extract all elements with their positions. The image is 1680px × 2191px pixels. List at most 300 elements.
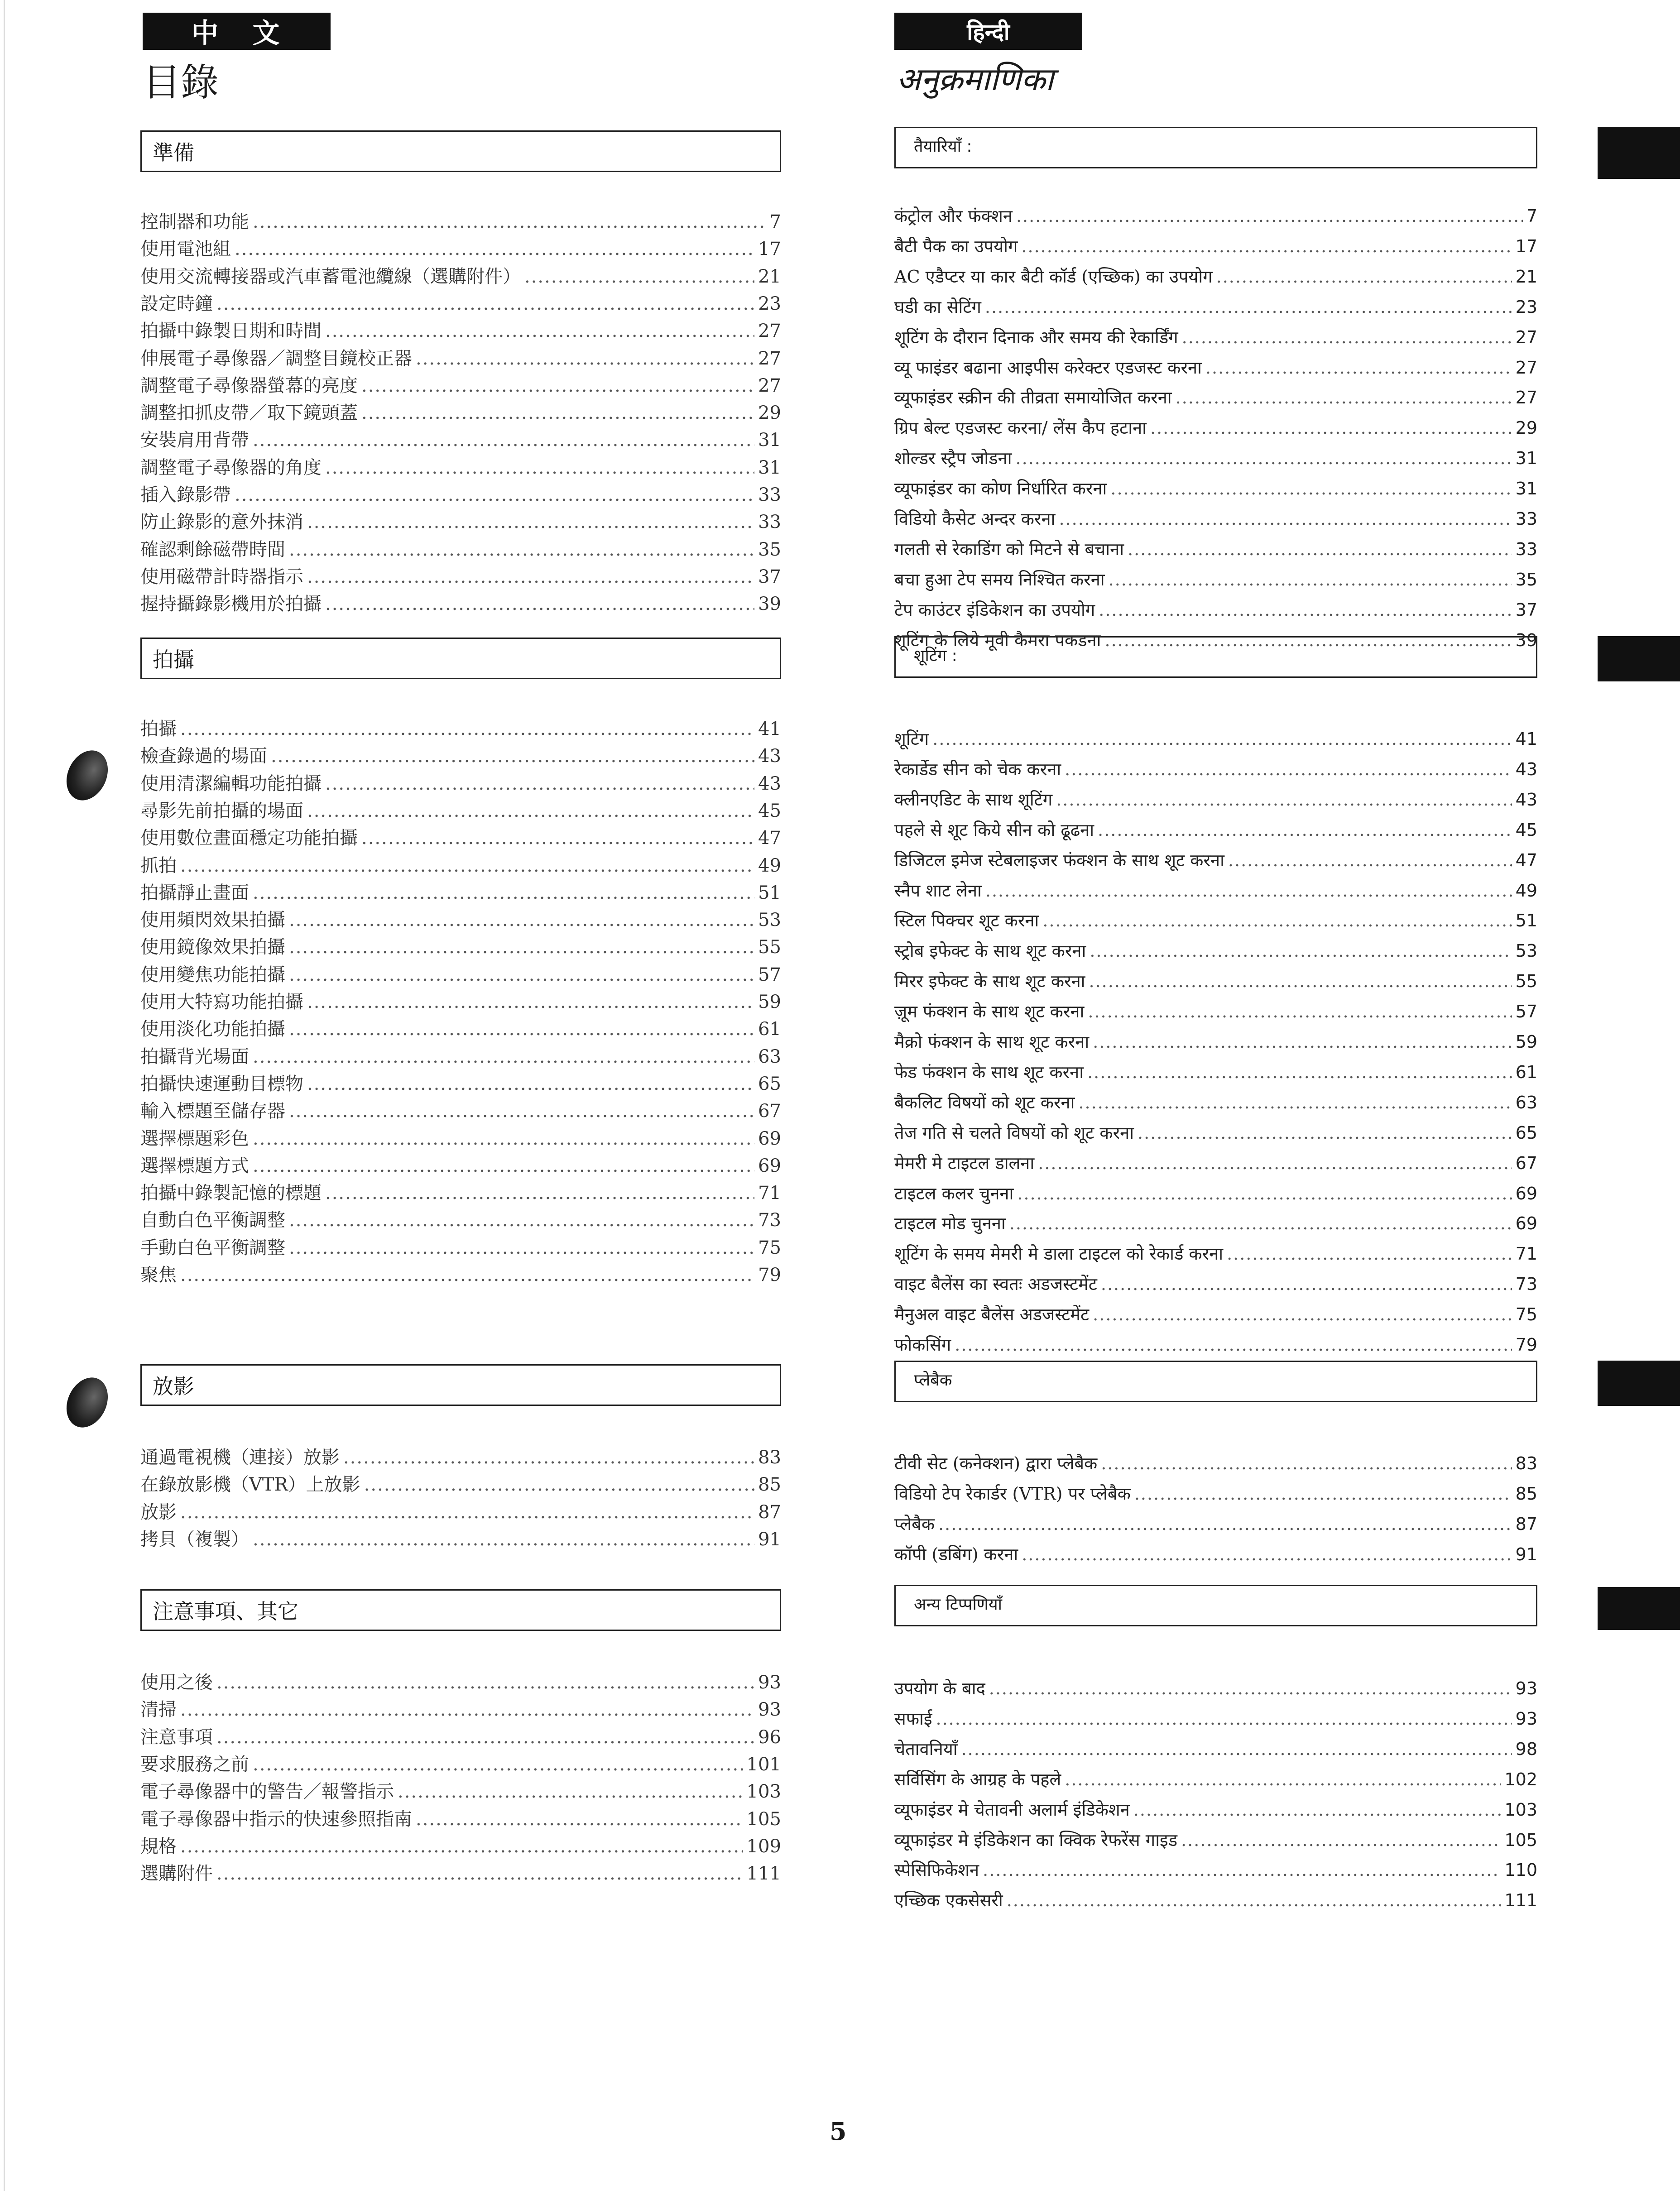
dot-leader [1227, 1244, 1512, 1264]
toc-entry-label: बैकलिट विषयों को शूट करना [894, 1092, 1075, 1112]
section-heading: प्लेबैक [894, 1361, 1537, 1402]
toc-entry-label: ग्रिप बेल्ट एडजस्ट करना/ लेंस कैप हटाना [894, 418, 1147, 438]
toc-entry-page: 69 [758, 1128, 781, 1149]
toc-entry-page: 39 [758, 594, 781, 615]
toc-entry-page: 31 [758, 457, 781, 478]
toc-entry [140, 1470, 781, 1496]
toc-entry-label: तेज गति से चलते विषयों को शूट करना [894, 1122, 1134, 1143]
dot-leader [253, 430, 754, 451]
dot-leader [253, 1128, 754, 1149]
toc-entry-label: शूटिंग के दौरान दिनाक और समय की रेकार्डिंग [894, 327, 1178, 347]
toc-entry [894, 1676, 1537, 1700]
toc-entry [140, 1498, 781, 1524]
toc-entry-page: 33 [1515, 509, 1537, 529]
toc-entry-label: 自動白色平衡調整 [140, 1210, 285, 1231]
toc-entry-page: 41 [758, 719, 781, 739]
toc-entry [140, 1443, 781, 1469]
toc-entry [140, 1777, 781, 1803]
toc-entry-page: 102 [1504, 1769, 1537, 1789]
toc-entry-label: मेमरी मे टाइटल डालना [894, 1153, 1035, 1173]
toc-entry-label: गलती से रेकाडिंग को मिटने से बचाना [894, 539, 1124, 559]
toc-entry-label: उपयोग के बाद [894, 1678, 985, 1698]
toc-entry [140, 590, 781, 615]
toc-entry [894, 727, 1537, 750]
toc-entry-page: 59 [1515, 1032, 1537, 1052]
dot-leader [216, 293, 754, 314]
dot-leader [989, 1678, 1512, 1698]
dot-leader [955, 1335, 1512, 1355]
toc-entry-label: 握持攝錄影機用於拍攝 [140, 594, 322, 615]
dot-leader [307, 1074, 754, 1094]
toc-entry-label: प्लेबैक [894, 1514, 935, 1534]
toc-entry-label: 設定時鐘 [140, 293, 213, 314]
toc-entry-label: 安裝肩用背帶 [140, 430, 249, 451]
toc-entry [894, 1767, 1537, 1791]
toc-entry [140, 1042, 781, 1068]
toc-entry-page: 33 [758, 512, 781, 533]
toc-entry-page: 53 [758, 910, 781, 931]
chinese-language-tab: 中文 [143, 13, 331, 50]
toc-entry-page: 98 [1515, 1739, 1537, 1759]
dot-leader [1016, 448, 1512, 468]
toc-entry [140, 562, 781, 588]
toc-entry [894, 1242, 1537, 1265]
toc-entry-page: 91 [1515, 1544, 1537, 1564]
toc-entry [140, 1179, 781, 1204]
dot-leader [289, 937, 754, 958]
dot-leader [1022, 1544, 1512, 1564]
toc-entry-page: 43 [758, 746, 781, 767]
toc-entry [894, 1121, 1537, 1144]
dot-leader [235, 484, 754, 505]
toc-entry [140, 960, 781, 986]
toc-entry-page: 105 [746, 1808, 781, 1830]
toc-entry-label: टाइटल कलर चुनना [894, 1183, 1014, 1203]
toc-entry [140, 1233, 781, 1259]
dot-leader [1134, 1484, 1512, 1504]
toc-entry [140, 344, 781, 370]
toc-entry-label: मिरर इफेक्ट के साथ शूट करना [894, 971, 1085, 992]
toc-entry [140, 878, 781, 904]
toc-entry-label: टेप काउंटर इंडिकेशन का उपयोग [894, 599, 1095, 620]
section-tab-preparation [1598, 127, 1680, 179]
dot-leader [216, 1727, 754, 1748]
toc-entry-page: 47 [758, 828, 781, 849]
dot-leader [325, 457, 754, 478]
toc-entry [140, 371, 781, 397]
toc-entry-page: 87 [1515, 1514, 1537, 1534]
dot-leader [325, 1183, 754, 1203]
toc-entry-page: 35 [758, 539, 781, 560]
toc-entry-label: 拍攝快速運動目標物 [140, 1073, 303, 1094]
toc-entry [140, 1832, 781, 1858]
toc-entry-page: 49 [758, 855, 781, 876]
toc-entry [140, 851, 781, 877]
toc-entry [140, 398, 781, 424]
toc-entry-page: 21 [758, 266, 781, 287]
dot-leader [1133, 1800, 1501, 1820]
toc-entry-page: 57 [1515, 1002, 1537, 1022]
toc-entry [140, 1124, 781, 1150]
dot-leader [216, 1672, 754, 1693]
toc-entry-page: 37 [1515, 599, 1537, 620]
toc-entry-label: 拍攝背光場面 [140, 1046, 249, 1067]
toc-entry-page: 85 [758, 1474, 781, 1496]
toc-entry-page: 43 [758, 773, 781, 794]
dot-leader [1216, 267, 1512, 287]
toc-entry-page: 49 [1515, 880, 1537, 901]
toc-entry-page: 93 [758, 1699, 781, 1721]
dot-leader [1056, 790, 1512, 810]
toc-entry-label: बचा हुआ टेप समय निश्चित करना [894, 569, 1105, 590]
toc-entry-label: 檢查錄過的場面 [140, 746, 267, 767]
toc-entry [140, 289, 781, 315]
toc-entry-label: 使用淡化功能拍攝 [140, 1019, 285, 1040]
toc-entry-label: रेकार्डेड सीन को चेक करना [894, 759, 1061, 779]
toc-entry-label: 防止錄影的意外抹消 [140, 512, 303, 533]
toc-entry-page: 55 [1515, 971, 1537, 992]
dot-leader [289, 1101, 754, 1122]
toc-entry [894, 1542, 1537, 1566]
toc-entry [894, 1858, 1537, 1881]
toc-entry-label: 手動白色平衡調整 [140, 1237, 285, 1258]
toc-entry-label: 使用磁帶計時器指示 [140, 566, 303, 587]
toc-entry-label: 伸展電子尋像器／調整目鏡校正器 [140, 348, 412, 369]
dot-leader [253, 1155, 754, 1176]
toc-entry-page: 51 [1515, 911, 1537, 931]
section-tab-playback [1598, 1361, 1680, 1406]
hindi-language-tab: हिन्दी [894, 13, 1082, 50]
toc-entry [894, 1302, 1537, 1326]
toc-entry [140, 480, 781, 506]
dot-leader [361, 828, 754, 849]
dot-leader [1017, 1184, 1512, 1203]
section-tab-shooting [1598, 636, 1680, 681]
toc-entry [140, 796, 781, 822]
toc-entry-label: 使用清潔編輯功能拍攝 [140, 773, 322, 794]
toc-entry [140, 1015, 781, 1040]
toc-entry-label: 注意事項 [140, 1726, 213, 1748]
toc-entry-page: 59 [758, 992, 781, 1012]
dot-leader [361, 403, 754, 423]
toc-entry-label: 使用頻閃效果拍攝 [140, 910, 285, 931]
toc-entry-label: फोकसिंग [894, 1335, 951, 1355]
toc-entry-page: 17 [1515, 236, 1537, 256]
toc-entry-page: 55 [758, 937, 781, 958]
toc-entry-label: 電子尋像器中的警告／報警指示 [140, 1781, 394, 1803]
toc-entry-label: व्यूफाइंडर स्क्रीन की तीव्रता समायोजित करना [894, 388, 1172, 408]
toc-entry [140, 1151, 781, 1177]
dot-leader [1093, 1304, 1512, 1324]
dot-leader [271, 746, 754, 767]
toc-entry-label: व्यूफाइंडर मे चेतावनी अलार्म इंडिकेशन [894, 1799, 1130, 1820]
toc-entry-page: 69 [1515, 1183, 1537, 1203]
toc-entry [894, 1272, 1537, 1295]
toc-entry [894, 1707, 1537, 1730]
dot-leader [216, 1863, 743, 1884]
toc-entry [894, 567, 1537, 591]
toc-entry-page: 47 [1515, 850, 1537, 870]
dot-leader [1182, 327, 1512, 347]
toc-entry-page: 29 [1515, 418, 1537, 438]
toc-entry-label: 確認剩餘磁帶時間 [140, 539, 285, 560]
toc-entry [140, 316, 781, 342]
toc-entry [894, 1512, 1537, 1535]
toc-entry [894, 1211, 1537, 1235]
toc-entry-label: स्पेसिफिकेशन [894, 1860, 979, 1880]
toc-entry [894, 1737, 1537, 1760]
toc-entry [140, 714, 781, 740]
toc-entry-page: 27 [1515, 388, 1537, 408]
dot-leader [180, 1836, 743, 1857]
toc-entry-label: विडियो कैसेट अन्दर करना [894, 509, 1056, 529]
toc-entry-page: 43 [1515, 759, 1537, 779]
toc-entry-label: 使用數位畫面穩定功能拍攝 [140, 828, 358, 849]
toc-entry-page: 87 [758, 1501, 781, 1523]
scan-edge-line [4, 0, 5, 2191]
toc-entry-page: 73 [758, 1210, 781, 1231]
dot-leader [938, 1514, 1512, 1534]
toc-entry [894, 1451, 1537, 1475]
dot-leader [1059, 509, 1512, 529]
toc-entry-label: शोल्डर स्ट्रैप जोडना [894, 448, 1012, 469]
toc-entry-page: 69 [1515, 1213, 1537, 1234]
dot-leader [180, 719, 754, 739]
dot-leader [343, 1447, 754, 1468]
toc-entry-page: 45 [758, 800, 781, 821]
section-heading: 拍攝 [140, 638, 781, 679]
toc-entry-label: व्यूफाइंडर मे इंडिकेशन का क्विक रेफरेंस गाइड [894, 1830, 1178, 1850]
toc-entry [894, 325, 1537, 349]
toc-entry [894, 1333, 1537, 1356]
toc-entry-label: मैक्रो फंक्शन के साथ शूट करना [894, 1032, 1090, 1052]
toc-entry [894, 598, 1537, 621]
dot-leader [1038, 1153, 1512, 1173]
toc-entry-label: 選購附件 [140, 1863, 213, 1884]
dot-leader [1078, 1093, 1512, 1112]
dot-leader [1042, 911, 1512, 930]
dot-leader [253, 1754, 743, 1775]
toc-entry [140, 988, 781, 1013]
toc-entry [894, 908, 1537, 932]
dot-leader [180, 855, 754, 876]
dot-leader [1007, 1890, 1501, 1910]
toc-entry-page: 67 [1515, 1153, 1537, 1173]
toc-entry [894, 878, 1537, 902]
toc-entry-page: 27 [758, 375, 781, 396]
toc-entry [894, 355, 1537, 379]
dot-leader [1128, 539, 1512, 559]
toc-entry [140, 1097, 781, 1122]
toc-entry [894, 818, 1537, 841]
toc-entry-page: 21 [1515, 266, 1537, 287]
dot-leader [1090, 941, 1512, 961]
dot-leader [1093, 1032, 1512, 1052]
toc-entry-page: 93 [1515, 1678, 1537, 1698]
toc-entry [140, 1695, 781, 1721]
dot-leader [1009, 1213, 1512, 1233]
toc-entry [140, 535, 781, 561]
chinese-toc-title: 目錄 [143, 60, 219, 105]
toc-entry [894, 507, 1537, 530]
toc-entry-page: 101 [746, 1754, 781, 1775]
dot-leader [1021, 236, 1512, 256]
toc-entry-page: 71 [1515, 1244, 1537, 1264]
toc-entry-page: 61 [758, 1019, 781, 1040]
section-tab-others [1598, 1587, 1680, 1630]
toc-entry-page: 103 [746, 1781, 781, 1803]
dot-leader [364, 1474, 754, 1495]
dot-leader [1099, 600, 1512, 620]
toc-entry-label: 拷貝（複製） [140, 1529, 249, 1550]
toc-entry [894, 999, 1537, 1023]
toc-entry-page: 103 [1504, 1799, 1537, 1820]
toc-entry [894, 1888, 1537, 1912]
toc-entry-label: विडियो टेप रेकार्डर (VTR) पर प्लेबैक [894, 1483, 1131, 1504]
dot-leader [524, 266, 754, 287]
toc-entry-page: 33 [758, 484, 781, 505]
toc-entry-label: 輸入標題至儲存器 [140, 1101, 285, 1122]
toc-entry-label: शूटिंग के लिये मूवी कैमरा पकडना [894, 630, 1101, 650]
dot-leader [289, 910, 754, 930]
toc-entry-page: 71 [758, 1183, 781, 1204]
toc-entry-label: 選擇標題方式 [140, 1155, 249, 1176]
toc-entry-page: 67 [758, 1101, 781, 1122]
dot-leader [1101, 1453, 1512, 1473]
toc-entry-label: 選擇標題彩色 [140, 1128, 249, 1149]
ink-blot-mark [59, 1371, 116, 1434]
toc-entry-label: स्नैप शाट लेना [894, 880, 982, 901]
toc-entry-label: कंट्रोल और फंक्शन [894, 206, 1013, 226]
toc-entry [894, 204, 1537, 227]
toc-entry-label: सफाई [894, 1708, 932, 1729]
toc-entry-page: 31 [758, 430, 781, 451]
toc-entry-label: डिजिटल इमेज स्टेबलाइजर फंक्शन के साथ शूट करना [894, 850, 1224, 870]
section-heading: शूटिंग : [894, 636, 1537, 678]
dot-leader [1065, 759, 1512, 779]
toc-entry-page: 109 [746, 1836, 781, 1857]
toc-entry-label: 清掃 [140, 1699, 177, 1721]
toc-entry-label: 通過電視機（連接）放影 [140, 1447, 340, 1468]
toc-entry [894, 537, 1537, 561]
toc-entry [140, 207, 781, 233]
dot-leader [180, 1699, 754, 1720]
ink-blot-mark [59, 743, 116, 807]
toc-entry-page: 27 [1515, 357, 1537, 378]
toc-entry [140, 769, 781, 795]
toc-entry-label: 電子尋像器中指示的快速參照指南 [140, 1808, 412, 1830]
dot-leader [289, 1019, 754, 1040]
toc-entry [140, 742, 781, 767]
toc-entry-page: 31 [1515, 479, 1537, 499]
toc-entry-label: 聚焦 [140, 1265, 177, 1285]
dot-leader [253, 1529, 754, 1550]
dot-leader [307, 992, 754, 1012]
toc-entry-page: 45 [1515, 820, 1537, 840]
toc-entry [894, 1828, 1537, 1851]
toc-entry-label: 控制器和功能 [140, 211, 249, 232]
toc-entry [140, 1261, 781, 1286]
toc-entry-page: 65 [758, 1073, 781, 1094]
toc-entry [894, 446, 1537, 470]
toc-entry [140, 235, 781, 260]
toc-entry-label: 拍攝 [140, 719, 177, 739]
dot-leader [289, 1237, 754, 1258]
dot-leader [307, 566, 754, 587]
dot-leader [1089, 971, 1512, 991]
toc-entry-label: 拍攝中錄製日期和時間 [140, 321, 322, 342]
toc-entry-page: 85 [1515, 1483, 1537, 1504]
toc-entry-page: 110 [1504, 1860, 1537, 1880]
section-heading: अन्य टिप्पणियाँ [894, 1585, 1537, 1626]
toc-entry-label: मैनुअल वाइट बैलेंस अडजस्टमेंट [894, 1304, 1090, 1325]
toc-entry-page: 79 [758, 1265, 781, 1285]
dot-leader [1110, 479, 1512, 499]
toc-entry [140, 1206, 781, 1232]
toc-entry-label: स्टिल पिक्चर शूट करना [894, 911, 1039, 931]
toc-entry-page: 105 [1504, 1830, 1537, 1850]
dot-leader [325, 594, 754, 614]
dot-leader [1150, 418, 1512, 438]
toc-entry [140, 508, 781, 533]
toc-entry-label: 要求服務之前 [140, 1754, 249, 1775]
toc-entry-label: बैटी पैक का उपयोग [894, 236, 1018, 256]
toc-entry [894, 416, 1537, 439]
toc-entry-label: ज़ूम फंक्शन के साथ शूट करना [894, 1002, 1085, 1022]
dot-leader [307, 512, 754, 532]
dot-leader [289, 964, 754, 985]
toc-entry [140, 1859, 781, 1885]
toc-entry-label: 使用變焦功能拍攝 [140, 964, 285, 985]
dot-leader [983, 1860, 1501, 1880]
dot-leader [235, 239, 754, 259]
toc-entry-page: 37 [758, 566, 781, 587]
toc-entry-page: 33 [1515, 539, 1537, 559]
dot-leader [416, 1809, 743, 1830]
toc-entry [894, 264, 1537, 288]
section-heading: 準備 [140, 130, 781, 172]
toc-entry-page: 53 [1515, 941, 1537, 961]
dot-leader [1098, 820, 1512, 840]
toc-entry-page: 63 [758, 1046, 781, 1067]
toc-entry [894, 1151, 1537, 1175]
toc-entry-label: AC एडैप्टर या कार बैटी कॉर्ड (एच्छिक) का उपयोग [894, 266, 1213, 287]
dot-leader [936, 1709, 1512, 1729]
dot-leader [1065, 1769, 1501, 1789]
toc-entry-page: 27 [1515, 327, 1537, 347]
toc-entry-page: 73 [1515, 1274, 1537, 1294]
dot-leader [985, 881, 1512, 901]
toc-entry-label: टाइटल मोड चुनना [894, 1213, 1006, 1234]
toc-entry-page: 75 [1515, 1304, 1537, 1325]
section-heading: 放影 [140, 1364, 781, 1406]
toc-entry-page: 39 [1515, 630, 1537, 650]
toc-entry-page: 35 [1515, 569, 1537, 590]
toc-entry [894, 1481, 1537, 1505]
dot-leader [1228, 850, 1512, 870]
dot-leader [289, 539, 754, 560]
toc-entry [894, 1798, 1537, 1821]
toc-entry-page: 29 [758, 403, 781, 424]
dot-leader [180, 1265, 754, 1285]
dot-leader [253, 211, 766, 232]
toc-entry-page: 51 [758, 882, 781, 903]
toc-entry-label: 拍攝中錄製記憶的標題 [140, 1183, 322, 1204]
toc-entry-label: स्ट्रोब इफेक्ट के साथ शूट करना [894, 941, 1086, 961]
toc-entry-page: 69 [758, 1155, 781, 1176]
toc-entry-label: 調整電子尋像器的角度 [140, 457, 322, 478]
toc-entry [894, 1181, 1537, 1205]
